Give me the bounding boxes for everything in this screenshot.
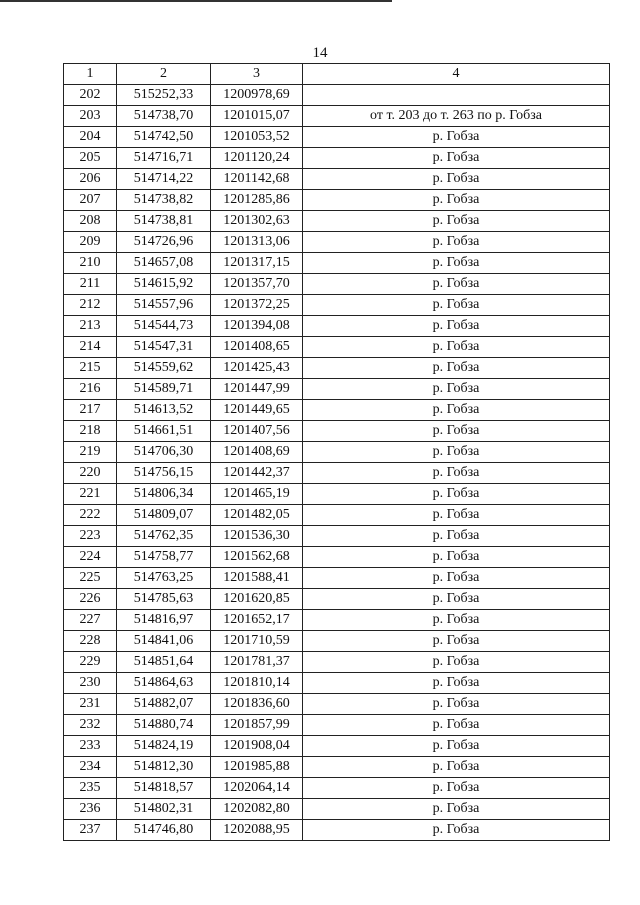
x-coordinate-cell: 514763,25: [117, 568, 211, 589]
x-coordinate-cell: 514716,71: [117, 148, 211, 169]
x-coordinate-cell: 514758,77: [117, 547, 211, 568]
x-coordinate-cell: 514864,63: [117, 673, 211, 694]
description-cell: р. Гобза: [303, 757, 610, 778]
table-row: [64, 736, 610, 757]
table-row: [64, 673, 610, 694]
table-row: [64, 799, 610, 820]
table-row: [64, 505, 610, 526]
description-cell: р. Гобза: [303, 358, 610, 379]
table-row: [64, 589, 610, 610]
y-coordinate-cell: 1200978,69: [211, 85, 303, 106]
x-coordinate-cell: 515252,33: [117, 85, 211, 106]
table-row: [64, 484, 610, 505]
x-coordinate-cell: 514841,06: [117, 631, 211, 652]
point-number-cell: 237: [64, 820, 117, 841]
point-number-cell: 220: [64, 463, 117, 484]
x-coordinate-cell: 514809,07: [117, 505, 211, 526]
table-row: [64, 148, 610, 169]
header-cell-2: 2: [117, 64, 211, 85]
point-number-cell: 212: [64, 295, 117, 316]
y-coordinate-cell: 1201620,85: [211, 589, 303, 610]
point-number-cell: 226: [64, 589, 117, 610]
description-cell: р. Гобза: [303, 253, 610, 274]
x-coordinate-cell: 514657,08: [117, 253, 211, 274]
x-coordinate-cell: 514615,92: [117, 274, 211, 295]
y-coordinate-cell: 1201447,99: [211, 379, 303, 400]
table-row: [64, 232, 610, 253]
point-number-cell: 222: [64, 505, 117, 526]
description-cell: р. Гобза: [303, 232, 610, 253]
point-number-cell: 217: [64, 400, 117, 421]
x-coordinate-cell: 514742,50: [117, 127, 211, 148]
x-coordinate-cell: 514544,73: [117, 316, 211, 337]
description-cell: р. Гобза: [303, 820, 610, 841]
point-number-cell: 228: [64, 631, 117, 652]
point-number-cell: 211: [64, 274, 117, 295]
description-cell: р. Гобза: [303, 799, 610, 820]
y-coordinate-cell: 1201857,99: [211, 715, 303, 736]
table-row: [64, 463, 610, 484]
y-coordinate-cell: 1202064,14: [211, 778, 303, 799]
description-cell: р. Гобза: [303, 463, 610, 484]
description-cell: р. Гобза: [303, 400, 610, 421]
point-number-cell: 215: [64, 358, 117, 379]
description-cell: [303, 85, 610, 106]
table-row: [64, 211, 610, 232]
x-coordinate-cell: 514806,34: [117, 484, 211, 505]
x-coordinate-cell: 514851,64: [117, 652, 211, 673]
table-row: [64, 85, 610, 106]
y-coordinate-cell: 1201053,52: [211, 127, 303, 148]
table-row: [64, 337, 610, 358]
table-row: [64, 526, 610, 547]
header-cell-4: 4: [303, 64, 610, 85]
x-coordinate-cell: 514882,07: [117, 694, 211, 715]
y-coordinate-cell: 1201710,59: [211, 631, 303, 652]
point-number-cell: 229: [64, 652, 117, 673]
x-coordinate-cell: 514714,22: [117, 169, 211, 190]
x-coordinate-cell: 514559,62: [117, 358, 211, 379]
y-coordinate-cell: 1201317,15: [211, 253, 303, 274]
coordinates-table: [63, 63, 610, 841]
table-row: [64, 568, 610, 589]
description-cell: р. Гобза: [303, 379, 610, 400]
y-coordinate-cell: 1201449,65: [211, 400, 303, 421]
table-body: [64, 85, 610, 841]
y-coordinate-cell: 1201781,37: [211, 652, 303, 673]
point-number-cell: 204: [64, 127, 117, 148]
point-number-cell: 233: [64, 736, 117, 757]
y-coordinate-cell: 1201465,19: [211, 484, 303, 505]
point-number-cell: 218: [64, 421, 117, 442]
x-coordinate-cell: 514661,51: [117, 421, 211, 442]
description-cell: р. Гобза: [303, 274, 610, 295]
table-row: [64, 652, 610, 673]
y-coordinate-cell: 1201562,68: [211, 547, 303, 568]
y-coordinate-cell: 1201142,68: [211, 169, 303, 190]
y-coordinate-cell: 1201394,08: [211, 316, 303, 337]
y-coordinate-cell: 1201442,37: [211, 463, 303, 484]
header-row: [64, 64, 610, 85]
point-number-cell: 216: [64, 379, 117, 400]
description-cell: р. Гобза: [303, 337, 610, 358]
point-number-cell: 206: [64, 169, 117, 190]
description-cell: р. Гобза: [303, 631, 610, 652]
table-row: [64, 778, 610, 799]
point-number-cell: 225: [64, 568, 117, 589]
y-coordinate-cell: 1201357,70: [211, 274, 303, 295]
y-coordinate-cell: 1201408,69: [211, 442, 303, 463]
y-coordinate-cell: 1201372,25: [211, 295, 303, 316]
table-row: [64, 442, 610, 463]
table-row: [64, 127, 610, 148]
x-coordinate-cell: 514547,31: [117, 337, 211, 358]
table-row: [64, 631, 610, 652]
x-coordinate-cell: 514746,80: [117, 820, 211, 841]
y-coordinate-cell: 1202082,80: [211, 799, 303, 820]
table-row: [64, 610, 610, 631]
point-number-cell: 219: [64, 442, 117, 463]
y-coordinate-cell: 1201408,65: [211, 337, 303, 358]
table-row: [64, 379, 610, 400]
x-coordinate-cell: 514824,19: [117, 736, 211, 757]
point-number-cell: 205: [64, 148, 117, 169]
point-number-cell: 236: [64, 799, 117, 820]
point-number-cell: 231: [64, 694, 117, 715]
table-row: [64, 400, 610, 421]
x-coordinate-cell: 514818,57: [117, 778, 211, 799]
description-cell: р. Гобза: [303, 505, 610, 526]
table-row: [64, 253, 610, 274]
description-cell: р. Гобза: [303, 778, 610, 799]
x-coordinate-cell: 514726,96: [117, 232, 211, 253]
description-cell: р. Гобза: [303, 421, 610, 442]
x-coordinate-cell: 514557,96: [117, 295, 211, 316]
x-coordinate-cell: 514802,31: [117, 799, 211, 820]
point-number-cell: 221: [64, 484, 117, 505]
point-number-cell: 223: [64, 526, 117, 547]
point-number-cell: 210: [64, 253, 117, 274]
y-coordinate-cell: 1201985,88: [211, 757, 303, 778]
description-cell: р. Гобза: [303, 148, 610, 169]
y-coordinate-cell: 1202088,95: [211, 820, 303, 841]
point-number-cell: 232: [64, 715, 117, 736]
x-coordinate-cell: 514589,71: [117, 379, 211, 400]
description-cell: р. Гобза: [303, 652, 610, 673]
description-cell: р. Гобза: [303, 442, 610, 463]
y-coordinate-cell: 1201652,17: [211, 610, 303, 631]
y-coordinate-cell: 1201536,30: [211, 526, 303, 547]
point-number-cell: 235: [64, 778, 117, 799]
y-coordinate-cell: 1201425,43: [211, 358, 303, 379]
table-row: [64, 295, 610, 316]
table-row: [64, 820, 610, 841]
table-row: [64, 106, 610, 127]
header-cell-3: 3: [211, 64, 303, 85]
y-coordinate-cell: 1201908,04: [211, 736, 303, 757]
point-number-cell: 208: [64, 211, 117, 232]
y-coordinate-cell: 1201588,41: [211, 568, 303, 589]
table-row: [64, 316, 610, 337]
point-number-cell: 209: [64, 232, 117, 253]
y-coordinate-cell: 1201285,86: [211, 190, 303, 211]
scan-edge-line: [0, 0, 392, 2]
point-number-cell: 203: [64, 106, 117, 127]
y-coordinate-cell: 1201482,05: [211, 505, 303, 526]
description-cell: р. Гобза: [303, 484, 610, 505]
description-cell: р. Гобза: [303, 316, 610, 337]
description-cell: от т. 203 до т. 263 по р. Гобза: [303, 106, 610, 127]
description-cell: р. Гобза: [303, 547, 610, 568]
y-coordinate-cell: 1201836,60: [211, 694, 303, 715]
x-coordinate-cell: 514738,70: [117, 106, 211, 127]
table-header: [64, 64, 610, 85]
y-coordinate-cell: 1201120,24: [211, 148, 303, 169]
y-coordinate-cell: 1201313,06: [211, 232, 303, 253]
x-coordinate-cell: 514738,82: [117, 190, 211, 211]
table-row: [64, 421, 610, 442]
y-coordinate-cell: 1201015,07: [211, 106, 303, 127]
point-number-cell: 214: [64, 337, 117, 358]
description-cell: р. Гобза: [303, 211, 610, 232]
description-cell: р. Гобза: [303, 127, 610, 148]
point-number-cell: 202: [64, 85, 117, 106]
table-row: [64, 757, 610, 778]
x-coordinate-cell: 514756,15: [117, 463, 211, 484]
point-number-cell: 227: [64, 610, 117, 631]
description-cell: р. Гобза: [303, 295, 610, 316]
x-coordinate-cell: 514880,74: [117, 715, 211, 736]
description-cell: р. Гобза: [303, 715, 610, 736]
table-row: [64, 169, 610, 190]
y-coordinate-cell: 1201810,14: [211, 673, 303, 694]
description-cell: р. Гобза: [303, 694, 610, 715]
description-cell: р. Гобза: [303, 190, 610, 211]
description-cell: р. Гобза: [303, 673, 610, 694]
header-cell-1: 1: [64, 64, 117, 85]
x-coordinate-cell: 514738,81: [117, 211, 211, 232]
table-row: [64, 190, 610, 211]
point-number-cell: 230: [64, 673, 117, 694]
point-number-cell: 207: [64, 190, 117, 211]
point-number-cell: 224: [64, 547, 117, 568]
table-row: [64, 358, 610, 379]
point-number-cell: 213: [64, 316, 117, 337]
x-coordinate-cell: 514812,30: [117, 757, 211, 778]
table-row: [64, 715, 610, 736]
description-cell: р. Гобза: [303, 589, 610, 610]
x-coordinate-cell: 514613,52: [117, 400, 211, 421]
x-coordinate-cell: 514785,63: [117, 589, 211, 610]
description-cell: р. Гобза: [303, 610, 610, 631]
table-row: [64, 547, 610, 568]
y-coordinate-cell: 1201302,63: [211, 211, 303, 232]
description-cell: р. Гобза: [303, 568, 610, 589]
description-cell: р. Гобза: [303, 526, 610, 547]
x-coordinate-cell: 514816,97: [117, 610, 211, 631]
page-number: 14: [312, 45, 328, 61]
x-coordinate-cell: 514762,35: [117, 526, 211, 547]
description-cell: р. Гобза: [303, 169, 610, 190]
table-row: [64, 274, 610, 295]
x-coordinate-cell: 514706,30: [117, 442, 211, 463]
point-number-cell: 234: [64, 757, 117, 778]
description-cell: р. Гобза: [303, 736, 610, 757]
y-coordinate-cell: 1201407,56: [211, 421, 303, 442]
table-row: [64, 694, 610, 715]
